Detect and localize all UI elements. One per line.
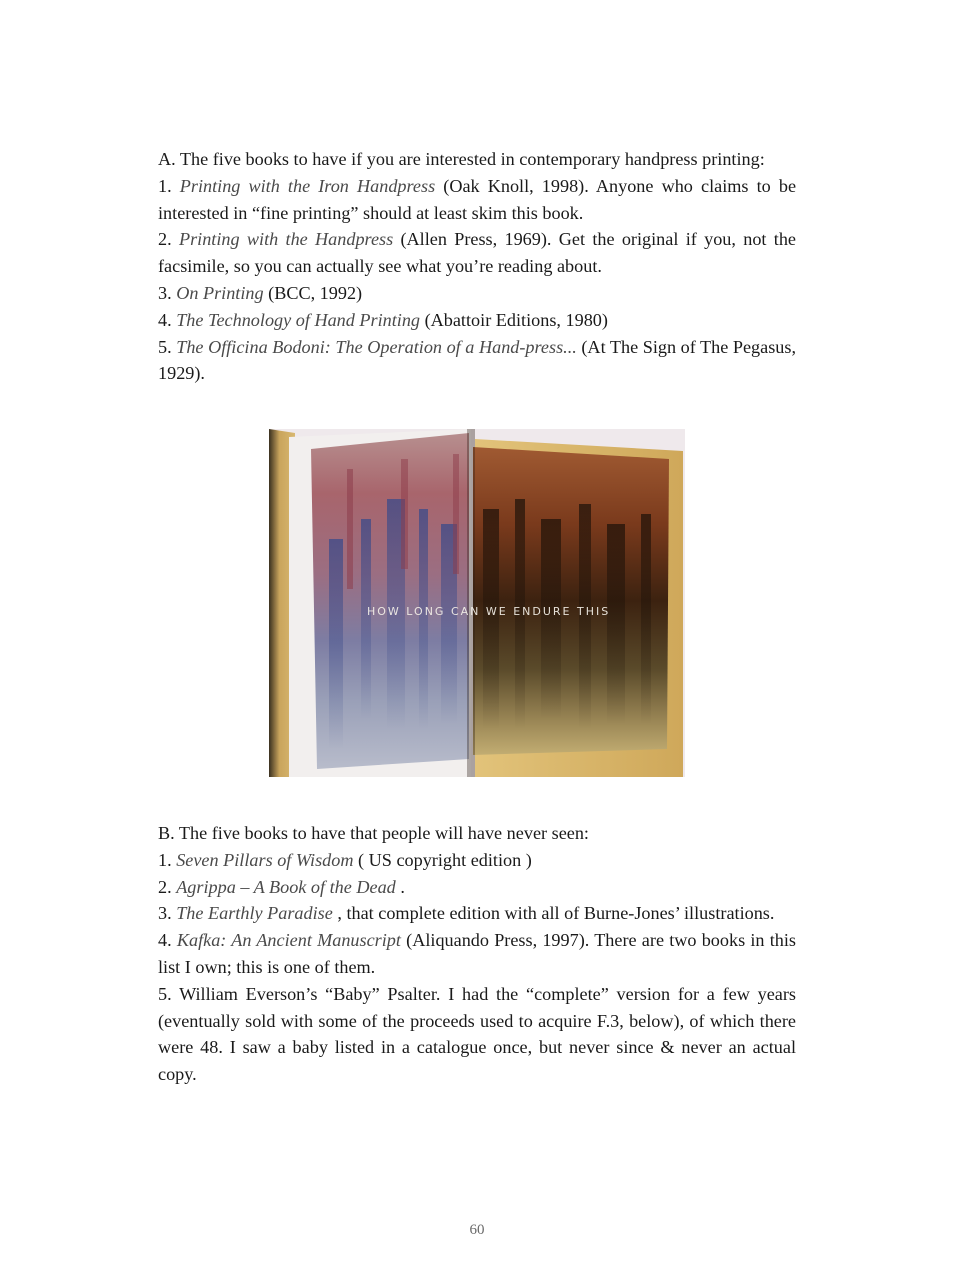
- item-number: 2.: [158, 229, 172, 250]
- list-item: [158, 307, 796, 334]
- section-a-intro: A. The five books to have if you are interested in contemporary handpress printing:: [158, 149, 765, 169]
- item-text: (BCC, 1992): [263, 282, 363, 303]
- item-number: 1.: [158, 849, 172, 870]
- inscription-image-text: HOW LONG CAN WE ENDURE THIS: [367, 605, 611, 618]
- section-b-intro: B. The five books to have that people will have never seen:: [158, 823, 589, 843]
- item-text: William Everson’s “Baby” Psalter. I had the “complete” version for a few years (eventually sold with some of the proceeds used to acquire F.3, below), of which there were 48. I saw a baby listed in a catalogue once, but never since & never an actual copy.: [158, 983, 796, 1085]
- list-item: [158, 280, 796, 307]
- book-title: Kafka: An Ancient Manuscript: [176, 930, 401, 951]
- item-number: 3.: [158, 282, 172, 303]
- book-title: Printing with the Iron Handpress: [179, 175, 436, 196]
- item-text: ( US copyright edition ): [353, 849, 532, 870]
- item-number: 5.: [158, 336, 172, 357]
- book-title: The Technology of Hand Printing: [176, 309, 421, 330]
- item-number: 5.: [158, 983, 172, 1004]
- list-item: [158, 900, 796, 927]
- page-number: 60: [469, 1222, 485, 1238]
- book-title: Agrippa – A Book of the Dead: [176, 876, 396, 897]
- item-text: (Abattoir Editions, 1980): [420, 309, 608, 330]
- item-text: .: [395, 876, 405, 897]
- list-item: [158, 334, 796, 388]
- open-book-photo: [269, 429, 685, 777]
- section-b: [158, 820, 796, 1088]
- item-number: 3.: [158, 903, 172, 924]
- book-title: Seven Pillars of Wisdom: [176, 849, 354, 870]
- book-title: On Printing: [176, 282, 264, 303]
- book-title: The Earthly Paradise: [176, 903, 333, 924]
- list-item: [158, 874, 796, 901]
- list-item: [158, 226, 796, 280]
- list-item: [158, 981, 796, 1088]
- item-text: , that complete edition with all of Burne-Jones’ illustrations.: [332, 903, 775, 924]
- item-number: 4.: [158, 930, 172, 951]
- item-text: (At The Sign of The Pegasus, 1929).: [158, 336, 797, 384]
- item-text: (Allen Press, 1969). Get the original if you, not the facsimile, so you can actually see what you’re reading about.: [158, 229, 796, 277]
- book-title: Printing with the Handpress: [178, 229, 394, 250]
- item-number: 2.: [158, 876, 172, 897]
- list-item: [158, 847, 796, 874]
- item-text: (Oak Knoll, 1998). Anyone who claims to be interested in “fine printing” should at least skim this book.: [158, 175, 797, 223]
- item-number: 1.: [158, 175, 172, 196]
- section-a: [158, 146, 796, 387]
- book-title: The Officina Bodoni: The Operation of a Hand-press...: [176, 336, 577, 357]
- list-item: [158, 927, 796, 981]
- item-text: (Aliquando Press, 1997). There are two books in this list I own; this is one of them.: [158, 930, 796, 977]
- list-item: [158, 173, 796, 227]
- item-number: 4.: [158, 309, 172, 330]
